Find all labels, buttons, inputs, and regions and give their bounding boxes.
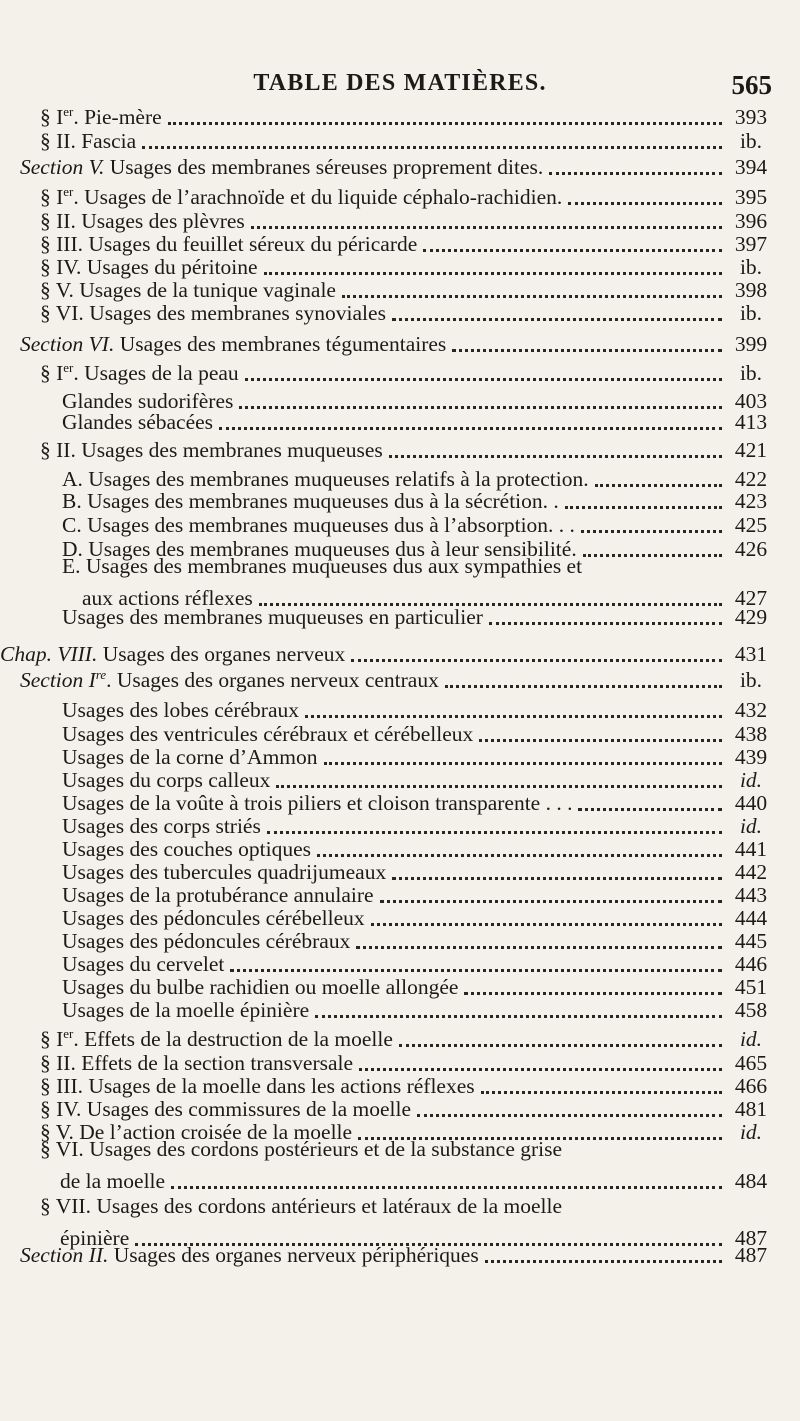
page-reference: 484 — [734, 1169, 768, 1193]
page-reference: 431 — [734, 642, 768, 666]
entry-text: Glandes sudorifères — [62, 389, 234, 413]
section-mark: § V. — [40, 1120, 74, 1144]
toc-entry-title — [62, 997, 309, 1023]
page-reference: id. — [739, 768, 763, 792]
section-mark: § I — [40, 1027, 64, 1051]
entry-text: Usages des corps striés — [62, 814, 261, 838]
toc-entry-title — [62, 604, 483, 630]
toc-entry-title — [40, 437, 383, 463]
section-mark: § VI. — [40, 1137, 84, 1161]
section-label: Section V. — [20, 155, 105, 179]
page-reference: ib. — [739, 668, 763, 692]
entry-text: . Usages de la peau — [73, 361, 239, 385]
entry-text: De l’action croisée de la moelle — [73, 1120, 353, 1144]
page-number: 565 — [731, 70, 772, 100]
entry-text: Usages des membranes tégumentaires — [114, 332, 447, 356]
entry-text: B. Usages des membranes muqueuses dus à la sécrétion. . — [62, 489, 559, 513]
page-reference: 403 — [734, 389, 768, 413]
entry-text: E. Usages des membranes muqueuses dus aux sympathies et — [62, 554, 583, 578]
page-reference: 427 — [734, 586, 768, 610]
page-reference: 441 — [734, 837, 768, 861]
entry-text: . Usages de l’arachnoïde et du liquide céphalo-rachidien. — [73, 185, 563, 209]
page-reference: 399 — [734, 332, 768, 356]
toc-entry — [20, 663, 774, 693]
entry-text: Usages des couches optiques — [62, 837, 311, 861]
entry-text: Glandes sébacées — [62, 410, 214, 434]
toc-entry — [60, 1164, 774, 1194]
dot-leader — [583, 553, 722, 557]
entry-text: Usages des organes nerveux — [97, 642, 346, 666]
page-reference: 393 — [734, 105, 768, 129]
toc-entry-title — [62, 409, 213, 435]
page-reference: 458 — [734, 998, 768, 1022]
ordinal-superscript: er — [63, 104, 74, 119]
page-reference: 481 — [734, 1097, 768, 1121]
toc-entry-first-line — [62, 553, 582, 579]
dot-leader — [245, 377, 722, 381]
toc-entry-title — [20, 667, 439, 693]
entry-text: Usages des commissures de la moelle — [81, 1097, 412, 1121]
entry-text-continued: aux actions réflexes — [82, 586, 253, 610]
page-reference: 466 — [734, 1074, 768, 1098]
toc-entry — [20, 1238, 774, 1268]
toc-entry — [20, 327, 774, 357]
section-mark: § IV. — [40, 255, 82, 279]
toc-entry-title — [40, 1194, 562, 1218]
entry-text: A. Usages des membranes muqueuses relatifs à la protection. — [62, 467, 589, 491]
entry-text: Usages de la moelle dans les actions réflexes — [82, 1074, 475, 1098]
entry-text: . Effets de la destruction de la moelle — [73, 1027, 393, 1051]
entry-text: Usages des pédoncules cérébelleux — [62, 906, 365, 930]
section-mark: § II. — [40, 209, 76, 233]
entry-text: D. Usages des membranes muqueuses dus à leur sensibilité. — [62, 537, 577, 561]
page-reference: ib. — [739, 361, 763, 385]
ordinal-superscript: re — [95, 667, 107, 682]
section-mark: § I — [40, 105, 64, 129]
section-mark: § I — [40, 361, 64, 385]
section-mark: § VI. — [40, 301, 84, 325]
page-reference: 397 — [734, 232, 768, 256]
page-reference: 487 — [734, 1243, 768, 1267]
section-mark: § III. — [40, 232, 83, 256]
section-label: Chap. VIII. — [0, 642, 98, 666]
entry-text: Usages des tubercules quadrijumeaux — [62, 860, 387, 884]
toc-entry-title — [40, 360, 239, 386]
section-mark: § I — [40, 185, 64, 209]
toc-entry — [62, 600, 774, 630]
section-mark: § II. — [40, 438, 76, 462]
dot-leader — [142, 145, 722, 149]
page-reference: 445 — [734, 929, 768, 953]
page-reference: 422 — [734, 467, 768, 491]
section-label: Section I — [20, 668, 96, 692]
ordinal-superscript: er — [63, 360, 74, 375]
running-title: TABLE DES MATIÈRES. — [253, 70, 547, 96]
entry-text: Usages des membranes muqueuses en particulier — [62, 605, 483, 629]
toc-entry — [20, 150, 774, 180]
entry-text: Usages de la protubérance annulaire — [62, 883, 374, 907]
section-mark: § II. — [40, 129, 76, 153]
toc-entry-title — [20, 1242, 479, 1268]
entry-text: Usages des lobes cérébraux — [62, 698, 300, 722]
section-mark: § V. — [40, 278, 74, 302]
entry-text: Usages du bulbe rachidien ou moelle allongée — [62, 975, 459, 999]
page-reference: ib. — [739, 301, 763, 325]
section-mark: § II. — [40, 1051, 76, 1075]
toc-entry-title — [40, 300, 386, 326]
toc-entry-title — [20, 154, 543, 180]
dot-leader — [485, 1259, 722, 1263]
toc-entry — [62, 405, 774, 435]
page-reference: 413 — [734, 410, 768, 434]
entry-text: Usages de la tunique vaginale — [73, 278, 336, 302]
dot-leader — [171, 1185, 722, 1189]
dot-leader — [219, 426, 722, 430]
dot-leader — [351, 658, 722, 662]
page-reference: 396 — [734, 209, 768, 233]
toc-entry-title — [62, 554, 582, 578]
dot-leader — [489, 621, 722, 625]
page-reference: 442 — [734, 860, 768, 884]
entry-text: Usages des cordons postérieurs et de la substance grise — [83, 1137, 563, 1161]
page-reference: 432 — [734, 698, 768, 722]
page-reference: ib. — [739, 255, 763, 279]
entry-text-continued: de la moelle — [60, 1169, 166, 1193]
page-reference: ib. — [739, 129, 763, 153]
section-label: Section VI. — [20, 332, 115, 356]
entry-text: Usages des ventricules cérébraux et cérébelleux — [62, 722, 474, 746]
toc-entry-first-line — [40, 1136, 562, 1162]
page-reference: 394 — [734, 155, 768, 179]
page-reference: 421 — [734, 438, 768, 462]
entry-text: Usages des membranes muqueuses — [75, 438, 383, 462]
dot-leader — [392, 317, 722, 321]
page-reference: 451 — [734, 975, 768, 999]
entry-text: Usages du péritoine — [81, 255, 258, 279]
page-reference: id. — [739, 1027, 763, 1051]
ordinal-superscript: er — [63, 184, 74, 199]
toc-entry-title — [40, 1137, 562, 1161]
toc-entry — [40, 356, 774, 386]
entry-text: Usages du corps calleux — [62, 768, 271, 792]
page-reference: 395 — [734, 185, 768, 209]
page-reference: 438 — [734, 722, 768, 746]
page-reference: 443 — [734, 883, 768, 907]
page-reference: 487 — [734, 1226, 768, 1250]
entry-text: Usages des membranes synoviales — [83, 301, 386, 325]
entry-text: C. Usages des membranes muqueuses dus à l’absorption. . . — [62, 513, 575, 537]
page-reference: id. — [739, 1120, 763, 1144]
dot-leader — [452, 348, 722, 352]
toc-entry — [62, 993, 774, 1023]
dot-leader — [389, 454, 722, 458]
page-reference: 398 — [734, 278, 768, 302]
entry-text: . Usages des organes nerveux centraux — [106, 668, 439, 692]
section-mark: § VII. — [40, 1194, 91, 1218]
page-reference: 423 — [734, 489, 768, 513]
page-reference: 465 — [734, 1051, 768, 1075]
entry-text: Usages des membranes séreuses proprement dites. — [104, 155, 544, 179]
dot-leader — [549, 171, 722, 175]
toc-entry — [40, 296, 774, 326]
page-reference: 446 — [734, 952, 768, 976]
entry-text-continued: épinière — [60, 1226, 130, 1250]
entry-text: Fascia — [75, 129, 137, 153]
entry-text: Effets de la section transversale — [75, 1051, 354, 1075]
section-label: Section II. — [20, 1243, 109, 1267]
entry-text: Usages de la voûte à trois piliers et cloison transparente . . . — [62, 791, 573, 815]
entry-text: Usages de la corne d’Ammon — [62, 745, 318, 769]
entry-text: Usages des plèvres — [75, 209, 245, 233]
toc-entry-first-line — [40, 1193, 562, 1219]
entry-text: Usages des pédoncules cérébraux — [62, 929, 351, 953]
page-reference: 440 — [734, 791, 768, 815]
ordinal-superscript: er — [63, 1026, 74, 1041]
page-reference: 444 — [734, 906, 768, 930]
page-reference: id. — [739, 814, 763, 838]
section-mark: § IV. — [40, 1097, 82, 1121]
page-reference: 425 — [734, 513, 768, 537]
section-mark: § III. — [40, 1074, 83, 1098]
entry-text: Usages de la moelle épinière — [62, 998, 310, 1022]
entry-text: . Pie-mère — [73, 105, 162, 129]
entry-text: Usages du feuillet séreux du péricarde — [82, 232, 418, 256]
toc-entry — [40, 433, 774, 463]
page-reference: 429 — [734, 605, 768, 629]
page-reference: 426 — [734, 537, 768, 561]
toc-entry-title — [20, 331, 446, 357]
entry-text: Usages des cordons antérieurs et latéraux de la moelle — [90, 1194, 562, 1218]
dot-leader — [315, 1014, 722, 1018]
dot-leader — [445, 684, 722, 688]
entry-text: Usages du cervelet — [62, 952, 225, 976]
entry-text: Usages des organes nerveux périphériques — [108, 1243, 479, 1267]
page-reference: 439 — [734, 745, 768, 769]
